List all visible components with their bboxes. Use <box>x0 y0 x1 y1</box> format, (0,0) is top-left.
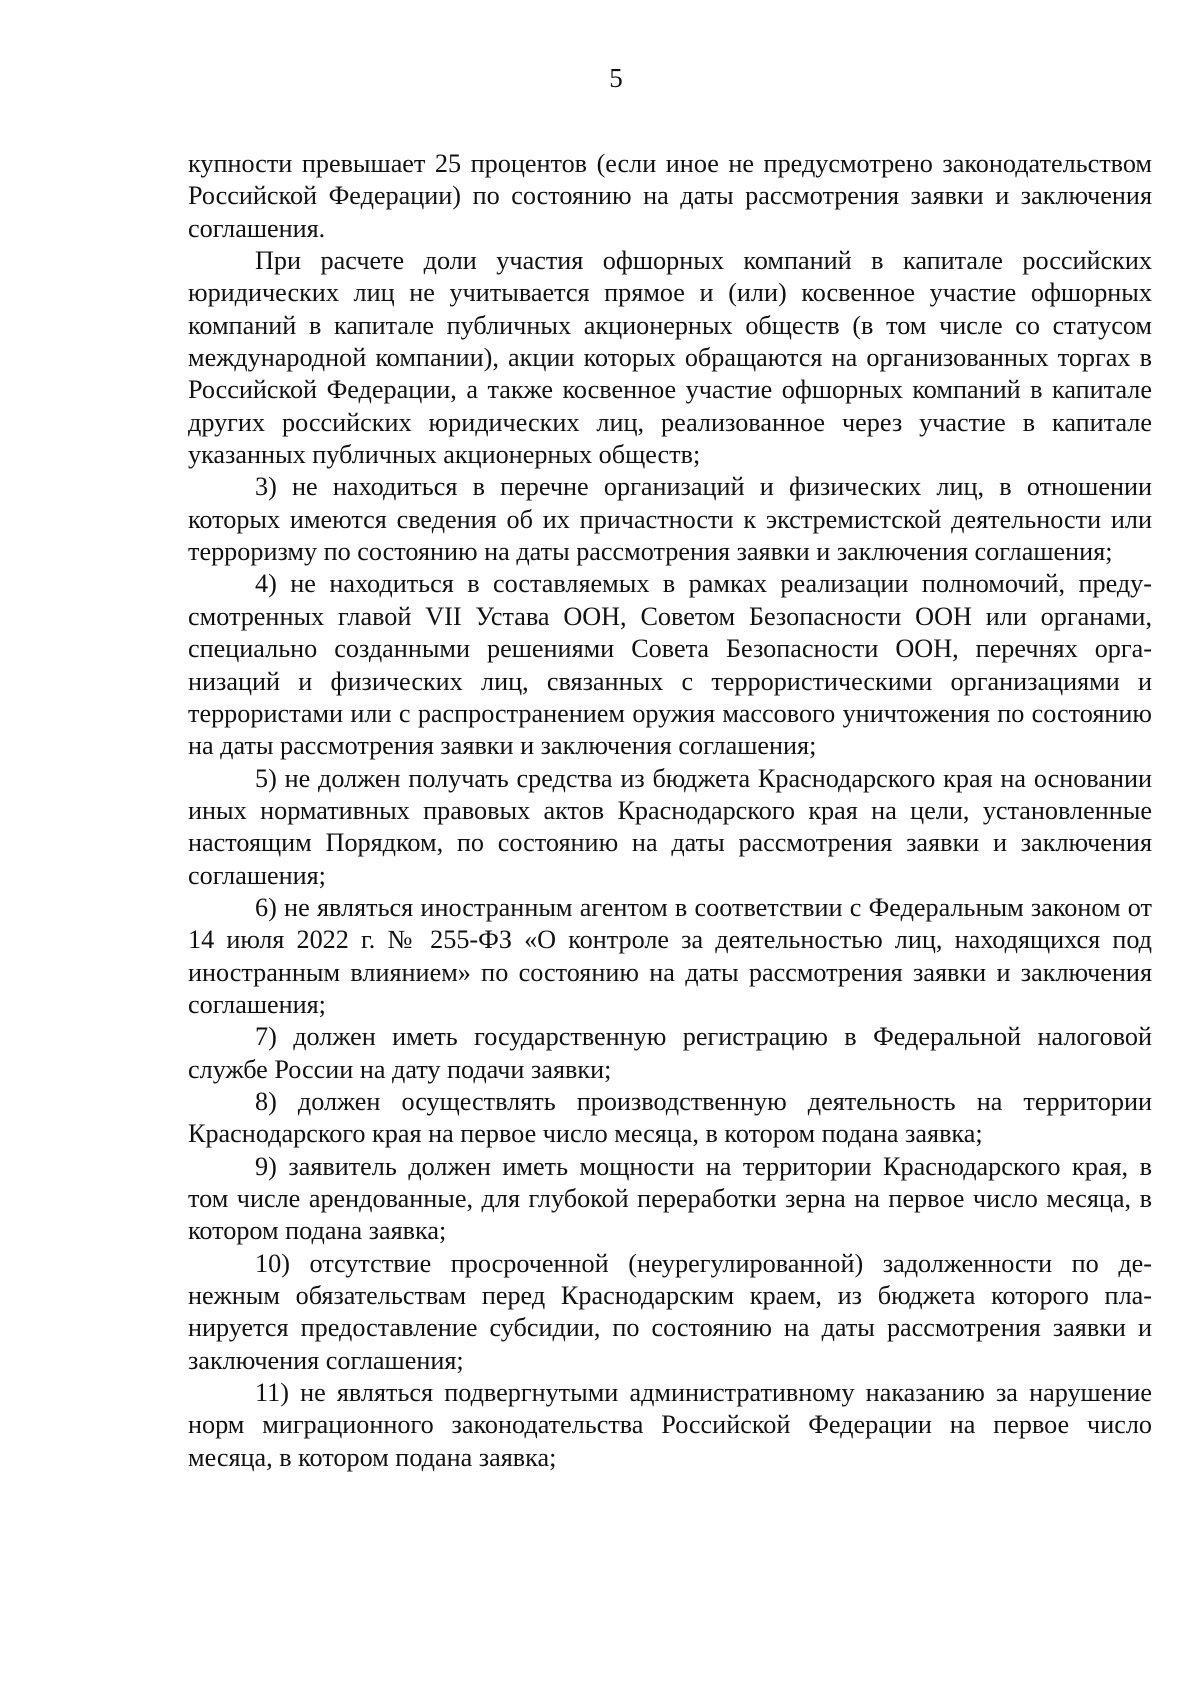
paragraph-item-7: 7) должен иметь государственную регистрацию в Федеральной налоговой службе России на дату подачи заявки; <box>188 1022 1152 1084</box>
paragraph-item-4: 4) не находиться в составляемых в рамках реализации полномочий, предусмотренных главой VII Устава ООН, Советом Безопасности ООН или органами, специально созданными решениями Совета Безопасности ООН, перечнях организаций и физических лиц, связанных с террористическими организациями и террористами или с распространением оружия массового уничтожения по состоянию на даты рассмотрения заявки и заключения соглашения; <box>188 569 1152 761</box>
paragraph-item-10: 10) отсутствие просроченной (неурегулированной) задолженности по денежным обязательствам перед Краснодарским краем, из бюджета которого планируется предоставление субсидии, по состоянию на даты рассмотрения заявки и заключения соглашения; <box>188 1248 1152 1375</box>
paragraph-item-5: 5) не должен получать средства из бюджета Краснодарского края на основании иных нормативных правовых актов Краснодарского края на цели, установленные настоящим Порядком, по состоянию на даты рассмотрения заявки и заключения соглашения; <box>188 763 1152 890</box>
paragraph-continuation: купности превышает 25 процентов (если иное не предусмотрено законодательством Российской Федерации) по состоянию на даты рассмотрения заявки и заключения соглашения. <box>188 149 1152 243</box>
paragraph-item-11: 11) не являться подвергнутыми административному наказанию за нарушение норм миграционного законодательства Российской Федерации на первое число месяца, в котором подана заявка; <box>188 1378 1152 1472</box>
document-body <box>188 148 1152 1474</box>
page-number: 5 <box>609 63 623 93</box>
paragraph-item-9: 9) заявитель должен иметь мощности на территории Краснодарского края, в том числе арендованные, для глубокой переработки зерна на первое число месяца, в котором подана заявка; <box>188 1151 1152 1246</box>
paragraph-offshore-participation: При расчете доли участия офшорных компаний в капитале российских юридических лиц не учитывается прямое и (или) косвенное участие офшорных компаний в капитале публичных акционерных обществ (в том числе со статусом международной компании), акции которых обращаются на организованных торгах в Российской Федерации, а также косвенное участие офшорных компаний в капитале других российских юридических лиц, реализованное через участие в капитале указанных публичных акционерных обществ; <box>188 246 1152 470</box>
paragraph-item-8: 8) должен осуществлять производственную деятельность на территории Краснодарского края на первое число месяца, в котором подана заявка; <box>188 1086 1152 1149</box>
paragraph-item-3: 3) не находиться в перечне организаций и физических лиц, в отношении которых имеются сведения об их причастности к экстремистской деятельности или терроризму по состоянию на даты рассмотрения заявки и заключения соглашения; <box>188 472 1152 567</box>
paragraph-item-6: 6) не являться иностранным агентом в соответствии с Федеральным законом от 14 июля 2022 г. № 255-ФЗ «О контроле за деятельностью лиц, находящихся под иностранным влиянием» по состоянию на даты рассмотрения заявки и заключения соглашения; <box>188 892 1152 1019</box>
